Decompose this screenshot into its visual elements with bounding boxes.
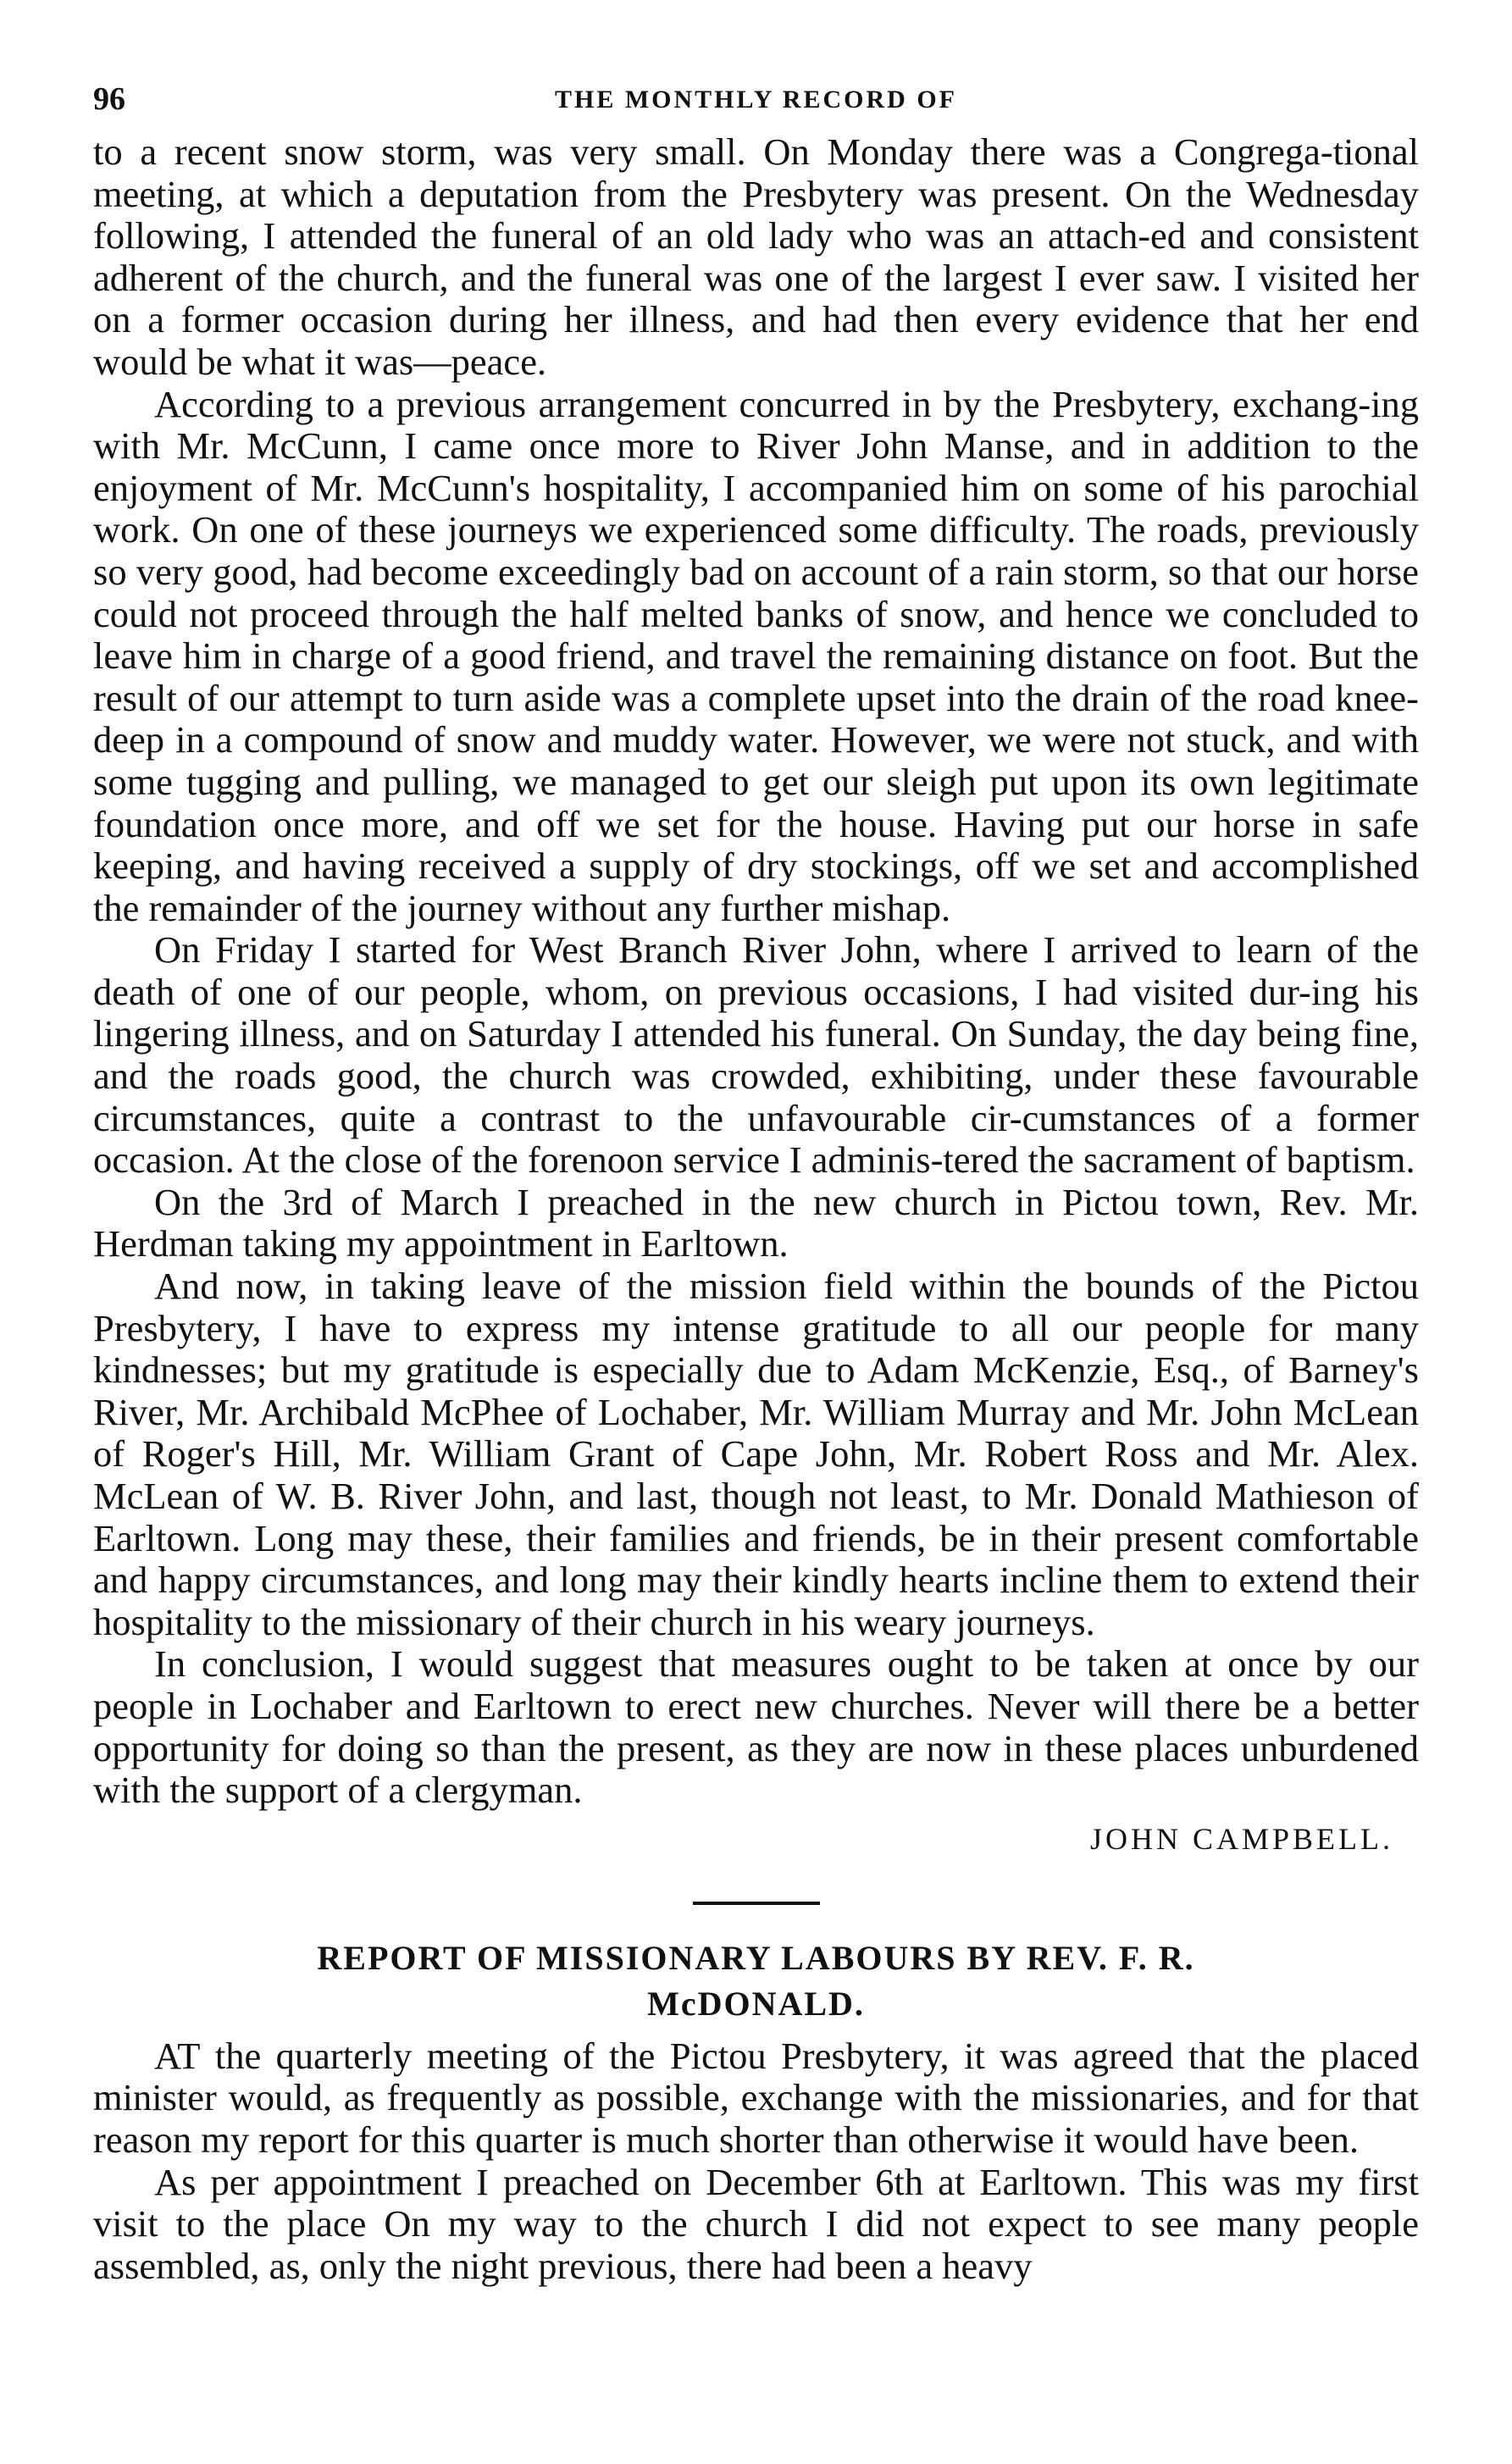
paragraph: And now, in taking leave of the mission field within the bounds of the Pictou Presbytery, I have to express my intense gratitude to all our people for many kindnesses; but my gratitude is especially due to Adam McKenzie, Esq., of Barney's River, Mr. Archibald McPhee of Lochaber, Mr. William Murray and Mr. John McLean of Roger's Hill, Mr. William Grant of Cape John, Mr. Robert Ross and Mr. Alex. McLean of W. B. River John, and last, though not least, to Mr. Donald Mathieson of Earltown. Long may these, their families and friends, be in their present comfortable and happy circumstances, and long may their kindly hearts incline them to extend their hospitality to the missionary of their church in his weary journeys. [93,1265,1419,1643]
paragraph-text: the quarterly meeting of the Pictou Presbytery, it was agreed that the placed minister would, as frequently as possible, exchange with the missionaries, and for that reason my report for this quarter is much shorter than otherwise it would have been. [93,2034,1419,2161]
journal-title: THE MONTHLY RECORD OF [555,86,957,114]
paragraph: According to a previous arrangement concurred in by the Presbytery, exchang-ing with Mr. McCunn, I came once more to River John Manse, and in addition to the enjoyment of Mr. McCunn's hospitality, I accompanied him on some of his parochial work. On one of these journeys we experienced some difficulty. The roads, previously so very good, had become exceedingly bad on account of a rain storm, so that our horse could not proceed through the half melted banks of snow, and hence we concluded to leave him in charge of a good friend, and travel the remaining distance on foot. But the result of our attempt to turn aside was a complete upset into the drain of the road knee-deep in a compound of snow and muddy water. However, we were not stuck, and with some tugging and pulling, we managed to get our sleigh put upon its own legitimate foundation once more, and off we set for the house. Having put our horse in safe keeping, and having received a supply of dry stockings, off we set and accomplished the remainder of the journey without any further mishap. [93,382,1419,929]
page-number: 96 [93,81,125,117]
running-header [93,80,1419,131]
section-heading [93,1935,1419,2027]
opening-word: AT [154,2034,201,2077]
document-page [93,80,1419,2287]
section-heading-line: REPORT OF MISSIONARY LABOURS BY REV. F. R. [317,1938,1195,1977]
signature-text: JOHN CAMPBELL. [1089,1821,1393,1856]
paragraph: As per appointment I preached on December 6th at Earltown. This was my first visit to the place On my way to the church I did not expect to see many people assembled, as, only the night previous, there had been a heavy [93,2160,1419,2287]
paragraph: to a recent snow storm, was very small. On Monday there was a Congrega-tional meeting, at which a deputation from the Presbytery was present. On the Wednesday following, I attended the funeral of an old lady who was an attach-ed and consistent adherent of the church, and the funeral was one of the largest I ever saw. I visited her on a former occasion during her illness, and had then every evidence that her end would be what it was—peace. [93,130,1419,383]
section-divider [693,1902,820,1905]
paragraph [93,2035,1419,2162]
paragraph: In conclusion, I would suggest that measures ought to be taken at once by our people in Lochaber and Earltown to erect new churches. Never will there be a better opportunity for doing so than the present, as they are now in these places unburdened with the support of a clergyman. [93,1642,1419,1812]
section-heading-line: McDONALD. [647,1984,865,2023]
article-campbell [93,131,1419,1861]
article-mcdonald [93,2035,1419,2288]
paragraph: On the 3rd of March I preached in the new church in Pictou town, Rev. Mr. Herdman taking my appointment in Earltown. [93,1180,1419,1265]
paragraph: On Friday I started for West Branch River John, where I arrived to learn of the death of one of our people, whom, on previous occasions, I had visited dur-ing his lingering illness, and on Saturday I attended his funeral. On Sunday, the day being fine, and the roads good, the church was crowded, exhibiting, under these favourable circumstances, quite a contrast to the unfavourable cir-cumstances of a former occasion. At the close of the forenoon service I adminis-tered the sacrament of baptism. [93,928,1419,1182]
author-signature [93,1817,1419,1861]
